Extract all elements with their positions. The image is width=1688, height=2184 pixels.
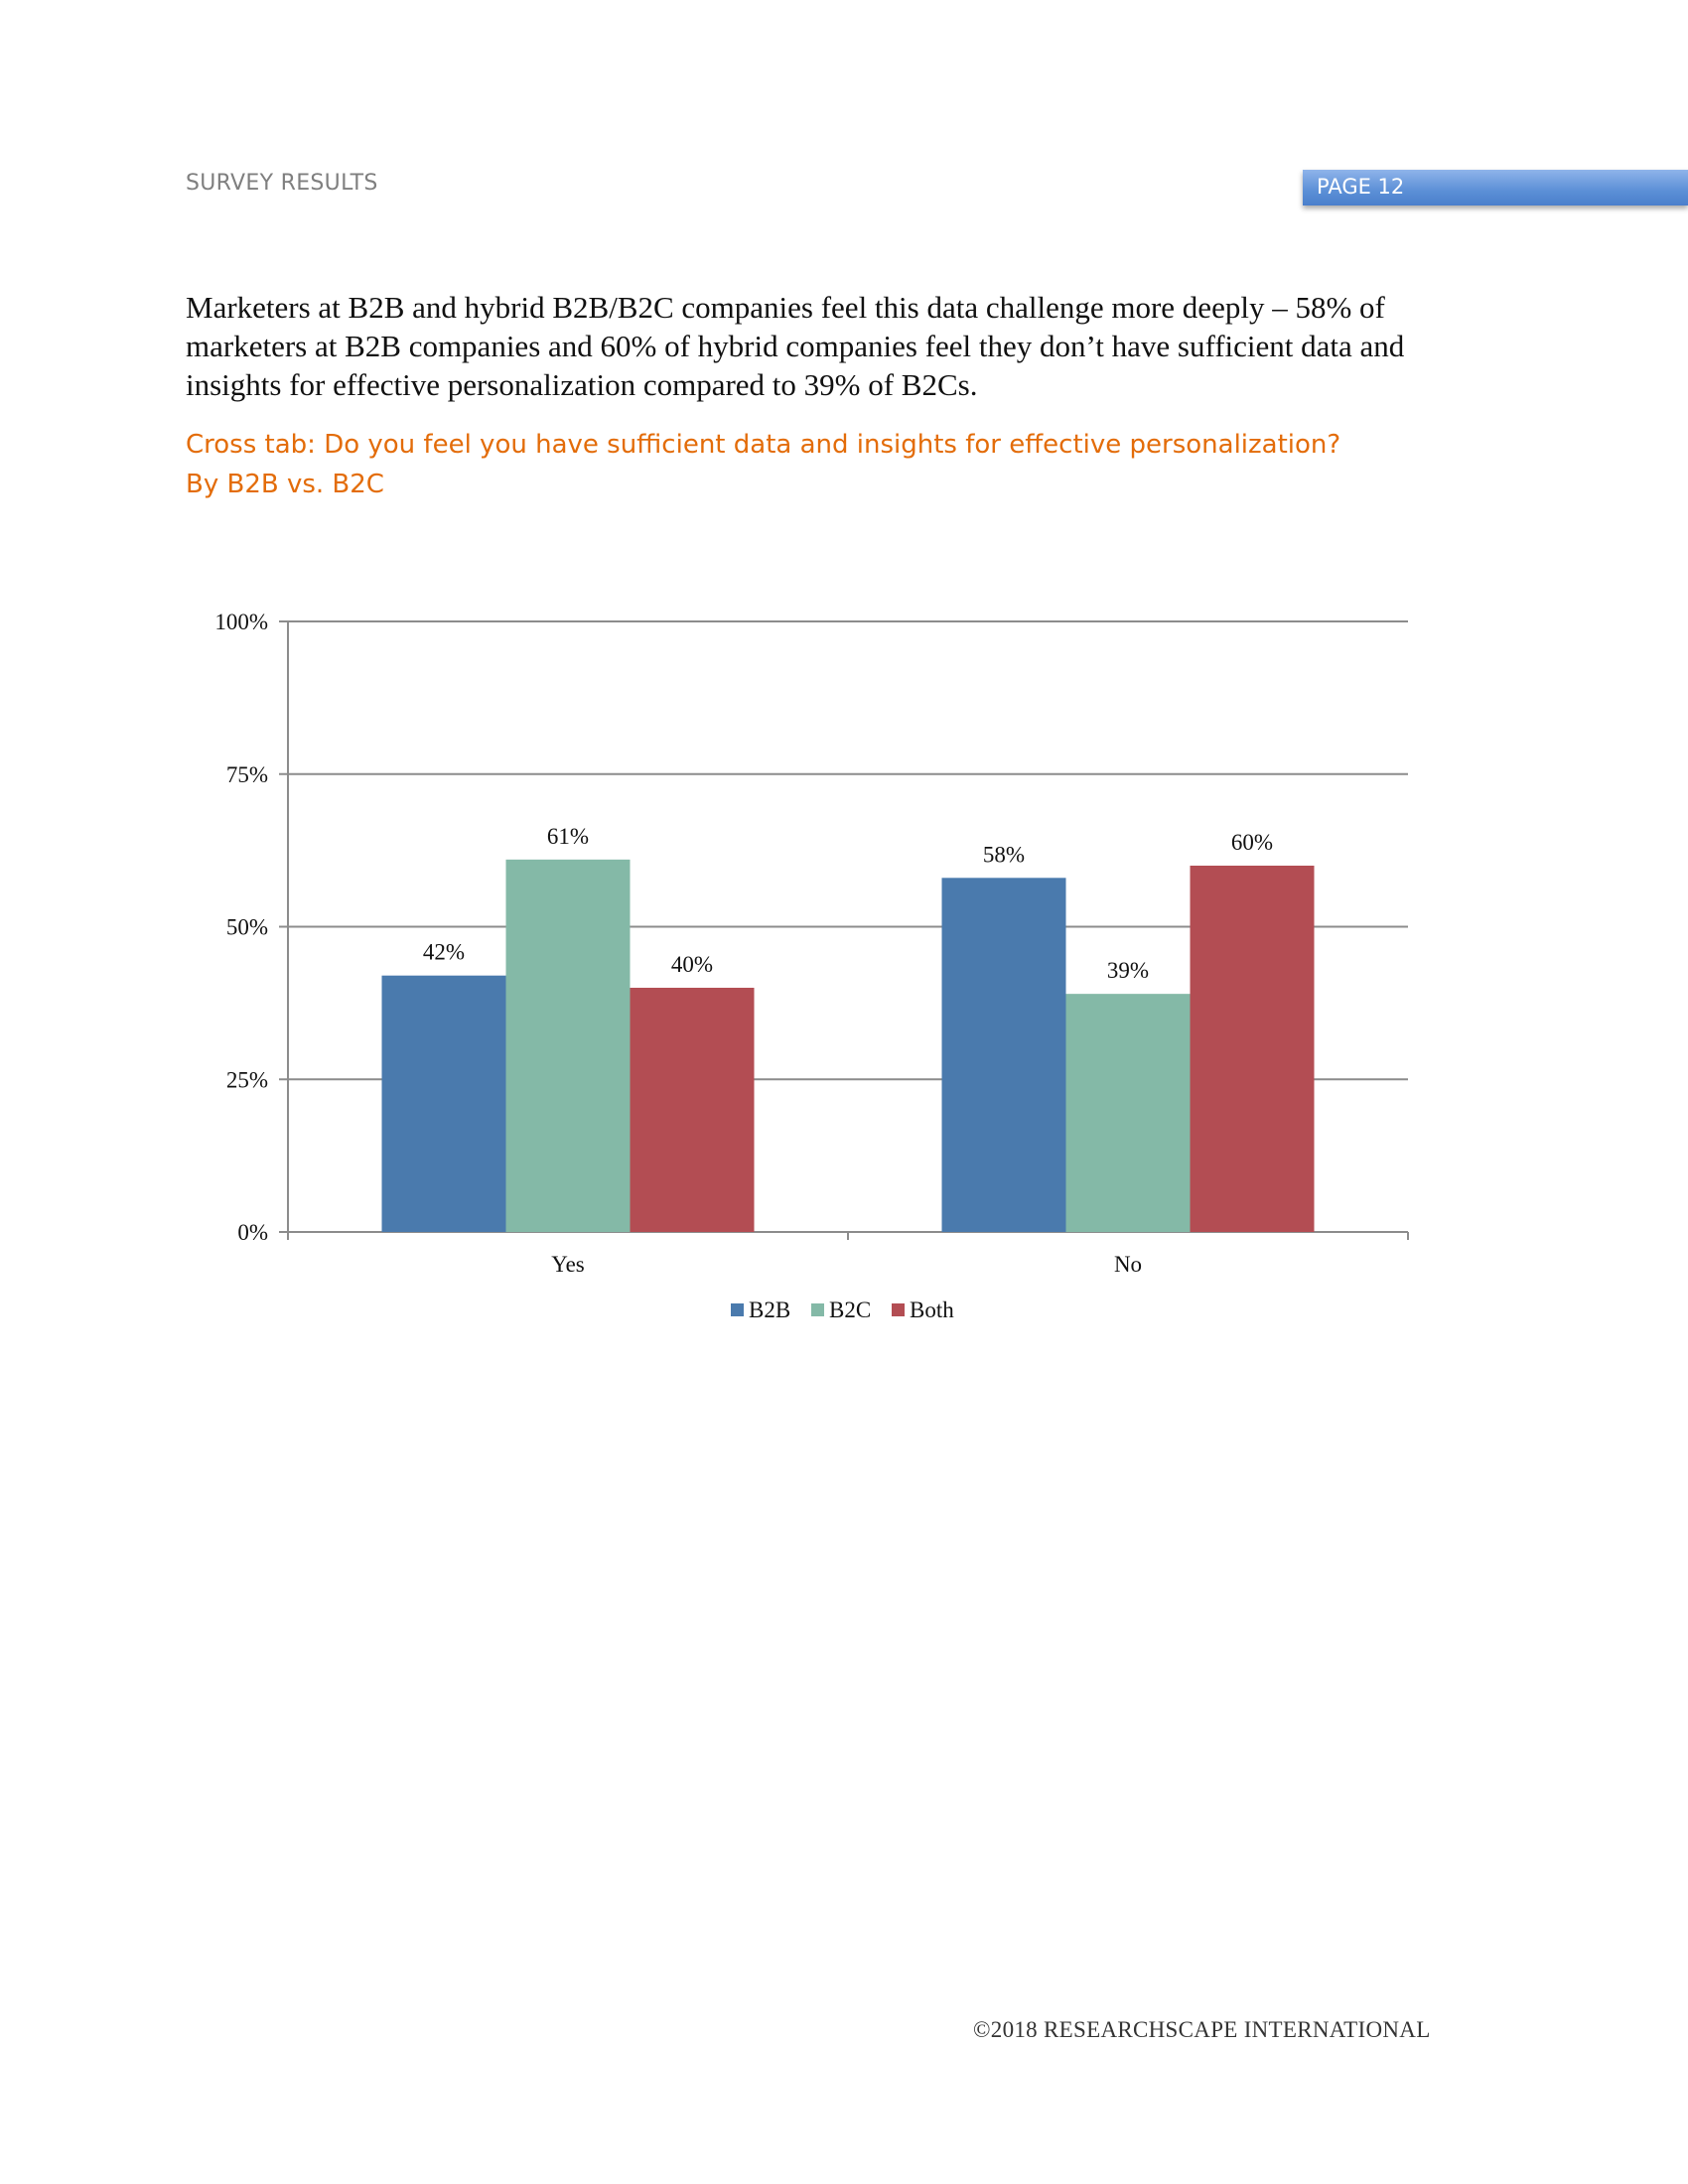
- section-title: SURVEY RESULTS: [186, 171, 378, 196]
- data-label: 61%: [546, 823, 590, 849]
- y-tick-label: 100%: [214, 610, 268, 634]
- legend-swatch: [811, 1303, 824, 1316]
- data-label: 40%: [670, 952, 714, 977]
- legend-label: Both: [910, 1297, 954, 1322]
- copyright-footer: ©2018 RESEARCHSCAPE INTERNATIONAL: [973, 2017, 1431, 2042]
- y-tick-label: 75%: [225, 761, 268, 787]
- y-tick-label: 50%: [225, 914, 268, 940]
- page-number-tab: PAGE 12: [1303, 170, 1688, 205]
- data-label: 60%: [1230, 830, 1274, 855]
- bar: [1191, 866, 1315, 1232]
- legend-label: B2C: [829, 1297, 872, 1322]
- y-tick-label: 25%: [225, 1067, 268, 1093]
- x-category-label: Yes: [551, 1252, 585, 1277]
- bar: [506, 860, 631, 1232]
- bar: [631, 988, 755, 1232]
- legend-swatch: [892, 1303, 905, 1316]
- x-category-label: No: [1113, 1252, 1143, 1277]
- legend-swatch: [731, 1303, 744, 1316]
- bar: [1066, 994, 1191, 1232]
- y-tick-label: 0%: [237, 1220, 268, 1245]
- bar: [942, 878, 1066, 1232]
- crosstab-subtitle: By B2B vs. B2C: [186, 470, 384, 499]
- data-label: 42%: [422, 939, 466, 965]
- lead-paragraph: Marketers at B2B and hybrid B2B/B2C companies feel this data challenge more deeply – 58% of marketers at B2B companies and 60% of hybrid companies feel they don’t have sufficient data and insights for effective personalization compared to 39% of B2Cs.: [186, 290, 1405, 402]
- bar: [382, 976, 506, 1232]
- legend-label: B2B: [749, 1297, 791, 1322]
- data-label: 39%: [1106, 958, 1150, 984]
- crosstab-question: Cross tab: Do you feel you have sufficient data and insights for effective personalization?: [186, 430, 1341, 460]
- data-label: 58%: [982, 842, 1026, 868]
